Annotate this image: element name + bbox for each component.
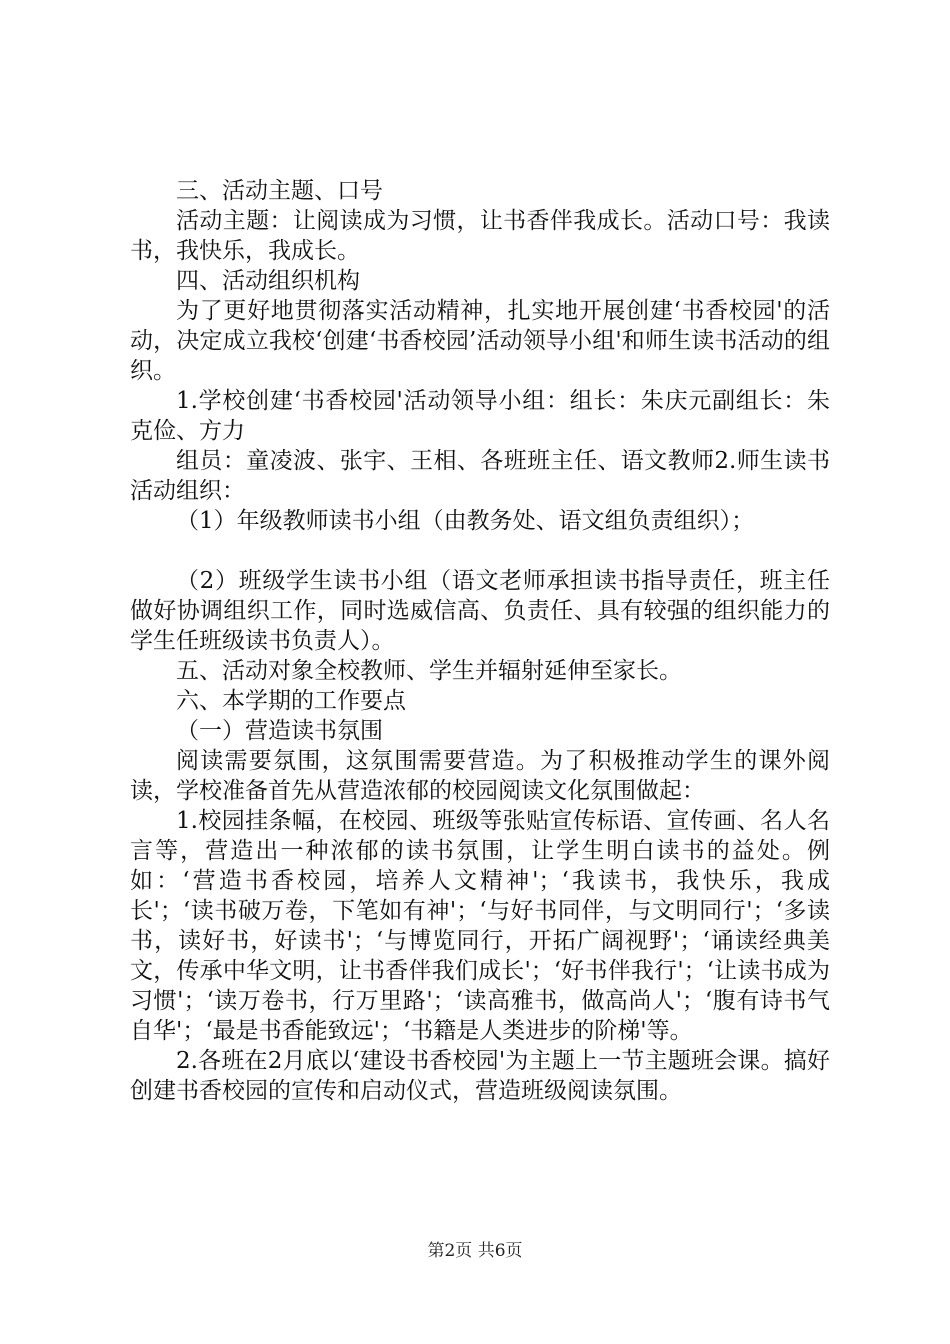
paragraph: 阅读需要氛围，这氛围需要营造。为了积极推动学生的课外阅读，学校准备首先从营造浓郁的校园阅读文化氛围做起： [130, 748, 830, 804]
section-heading-4: 四、活动组织机构 [176, 268, 360, 294]
section-heading-5: 五、活动对象全校教师、学生并辐射延伸至家长。 [176, 658, 682, 684]
blank-line [130, 536, 830, 566]
paragraph: 2.各班在2月底以‘建设书香校园'为主题上一节主题班会课。搞好创建书香校园的宣传和启动仪式，营造班级阅读氛围。 [130, 1048, 830, 1104]
subsection-heading: （一）营造读书氛围 [176, 718, 383, 744]
paragraph: 为了更好地贯彻落实活动精神，扎实地开展创建‘书香校园'的活动，决定成立我校‘创建‘书香校园’活动领导小组'和师生读书活动的组织。 [130, 298, 830, 384]
section-heading-3: 三、活动主题、口号 [176, 178, 383, 204]
paragraph: 活动主题：让阅读成为习惯，让书香伴我成长。活动口号：我读书，我快乐，我成长。 [130, 208, 830, 264]
document-body [130, 176, 830, 1106]
paragraph: （2）班级学生读书小组（语文老师承担读书指导责任，班主任做好协调组织工作，同时选威信高、负责任、具有较强的组织能力的学生任班级读书负责人）。 [130, 568, 830, 654]
paragraph: 1.学校创建‘书香校园'活动领导小组：组长：朱庆元副组长：朱克俭、方力 [130, 388, 830, 444]
paragraph: 1.校园挂条幅，在校园、班级等张贴宣传标语、宣传画、名人名言等，营造出一种浓郁的读书氛围，让学生明白读书的益处。例如：‘营造书香校园，培养人文精神'；‘我读书，我快乐，我成长'；‘读书破万卷，下笔如有神'；‘与好书同伴，与文明同行'；‘多读书，读好书，好读书'；‘与博览同行，开拓广阔视野'；‘诵读经典美文，传承中华文明，让书香伴我们成长'；‘好书伴我行'；‘让读书成为习惯'；‘读万卷书，行万里路'；‘读高雅书，做高尚人'；‘腹有诗书气自华'；‘最是书香能致远'；‘书籍是人类进步的阶梯'等。 [130, 808, 830, 1044]
paragraph: （1）年级教师读书小组（由教务处、语文组负责组织）； [176, 508, 755, 534]
page-footer: 第2页 共6页 [427, 1241, 523, 1261]
paragraph: 组员：童凌波、张宇、王相、各班班主任、语文教师2.师生读书活动组织： [130, 448, 830, 504]
section-heading-6: 六、本学期的工作要点 [176, 688, 406, 714]
